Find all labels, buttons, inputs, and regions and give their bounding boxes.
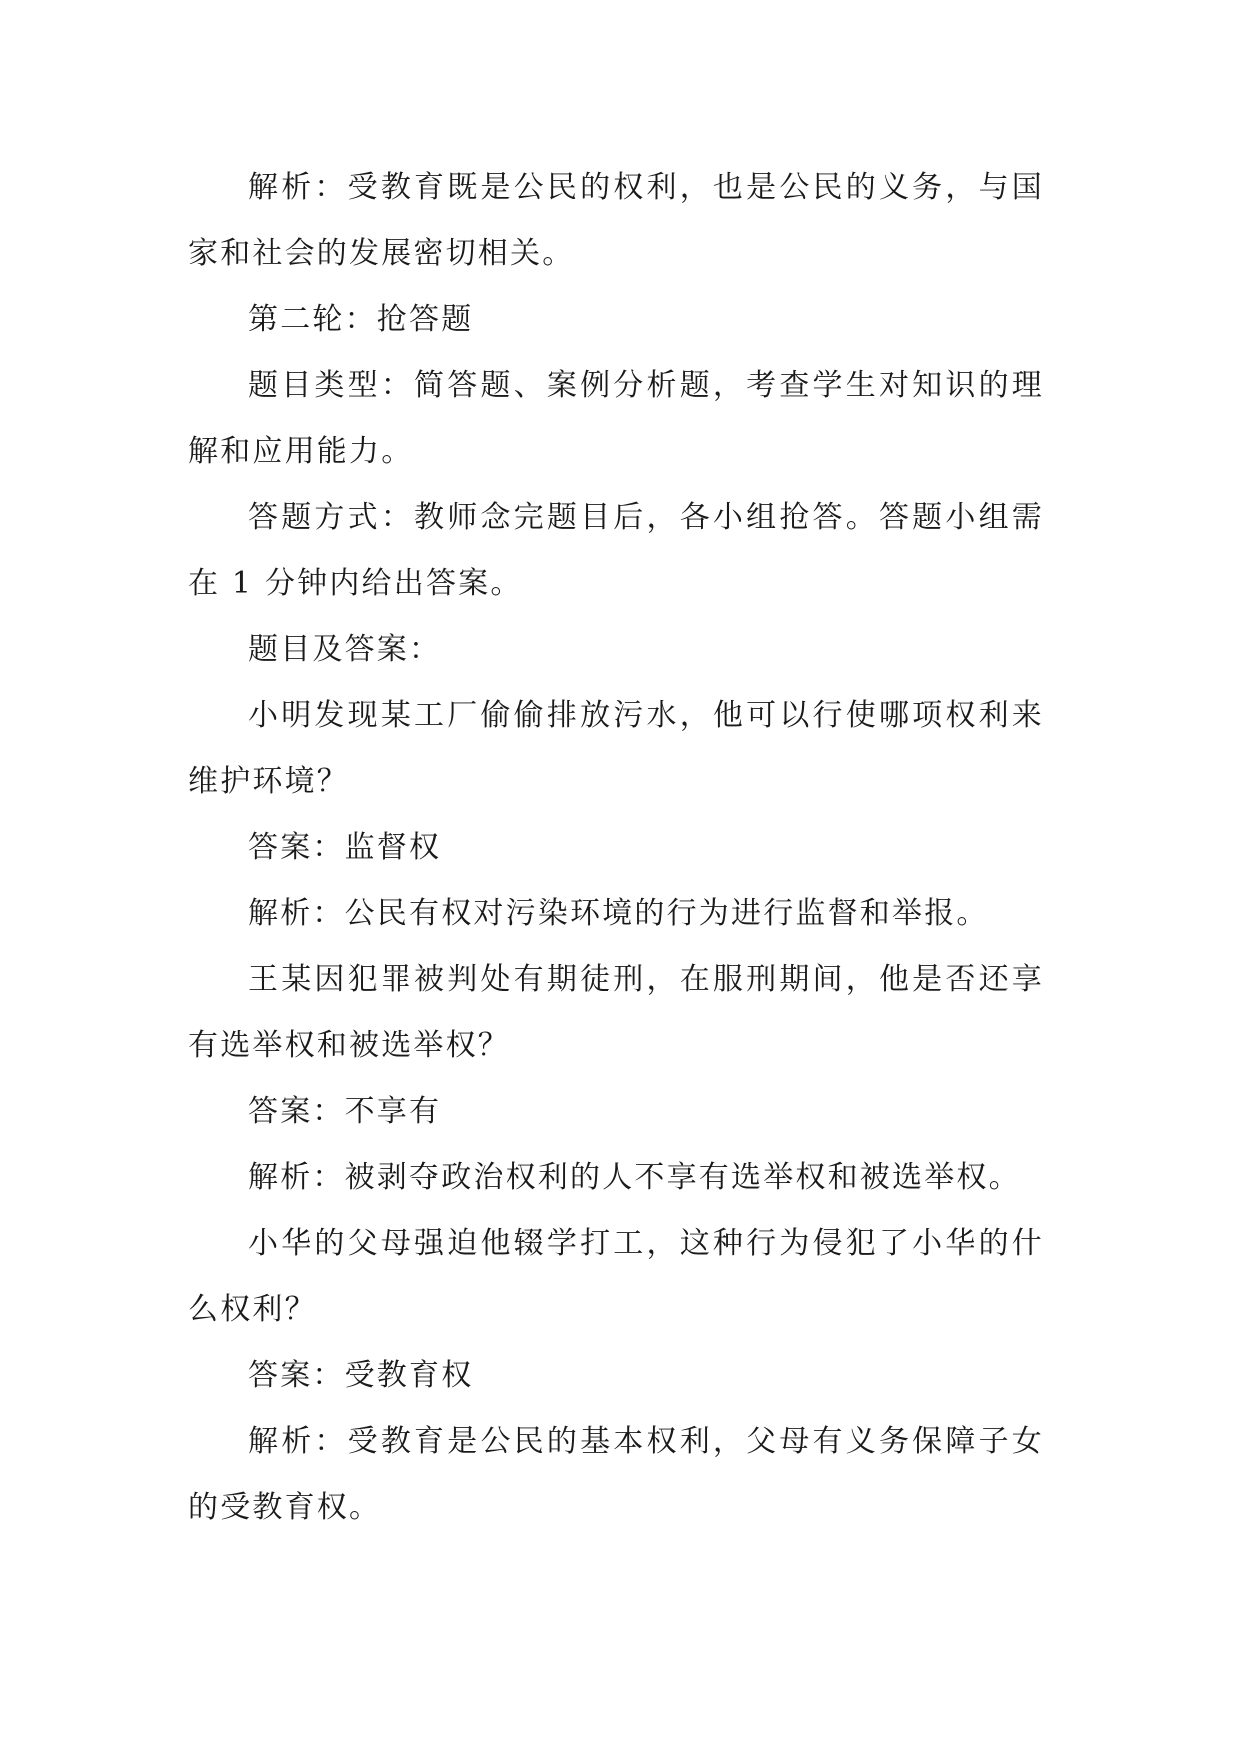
paragraph-question-1: 小明发现某工厂偷偷排放污水，他可以行使哪项权利来维护环境？ (188, 698, 1044, 799)
paragraph-answer-method: 答题方式：教师念完题目后，各小组抢答。答题小组需在 1 分钟内给出答案。 (188, 500, 1044, 601)
paragraph-analysis-education-duty: 解析：受教育既是公民的权利，也是公民的义务，与国家和社会的发展密切相关。 (188, 170, 1044, 271)
paragraph-answer-2: 答案：不享有 (248, 1094, 442, 1129)
document-body (188, 155, 1044, 1541)
paragraph-analysis-2: 解析：被剥夺政治权利的人不享有选举权和被选举权。 (248, 1160, 1021, 1195)
paragraph-question-3: 小华的父母强迫他辍学打工，这种行为侵犯了小华的什么权利？ (188, 1226, 1044, 1327)
paragraph-analysis-1: 解析：公民有权对污染环境的行为进行监督和举报。 (248, 896, 989, 931)
paragraph-round-two-heading: 第二轮：抢答题 (248, 302, 474, 337)
paragraph-answer-3: 答案：受教育权 (248, 1358, 474, 1393)
paragraph-answer-1: 答案：监督权 (248, 830, 442, 865)
paragraph-analysis-3: 解析：受教育是公民的基本权利，父母有义务保障子女的受教育权。 (188, 1424, 1044, 1525)
paragraph-questions-heading: 题目及答案： (248, 632, 442, 667)
paragraph-question-2: 王某因犯罪被判处有期徒刑，在服刑期间，他是否还享有选举权和被选举权？ (188, 962, 1044, 1063)
paragraph-question-type: 题目类型：简答题、案例分析题，考查学生对知识的理解和应用能力。 (188, 368, 1044, 469)
